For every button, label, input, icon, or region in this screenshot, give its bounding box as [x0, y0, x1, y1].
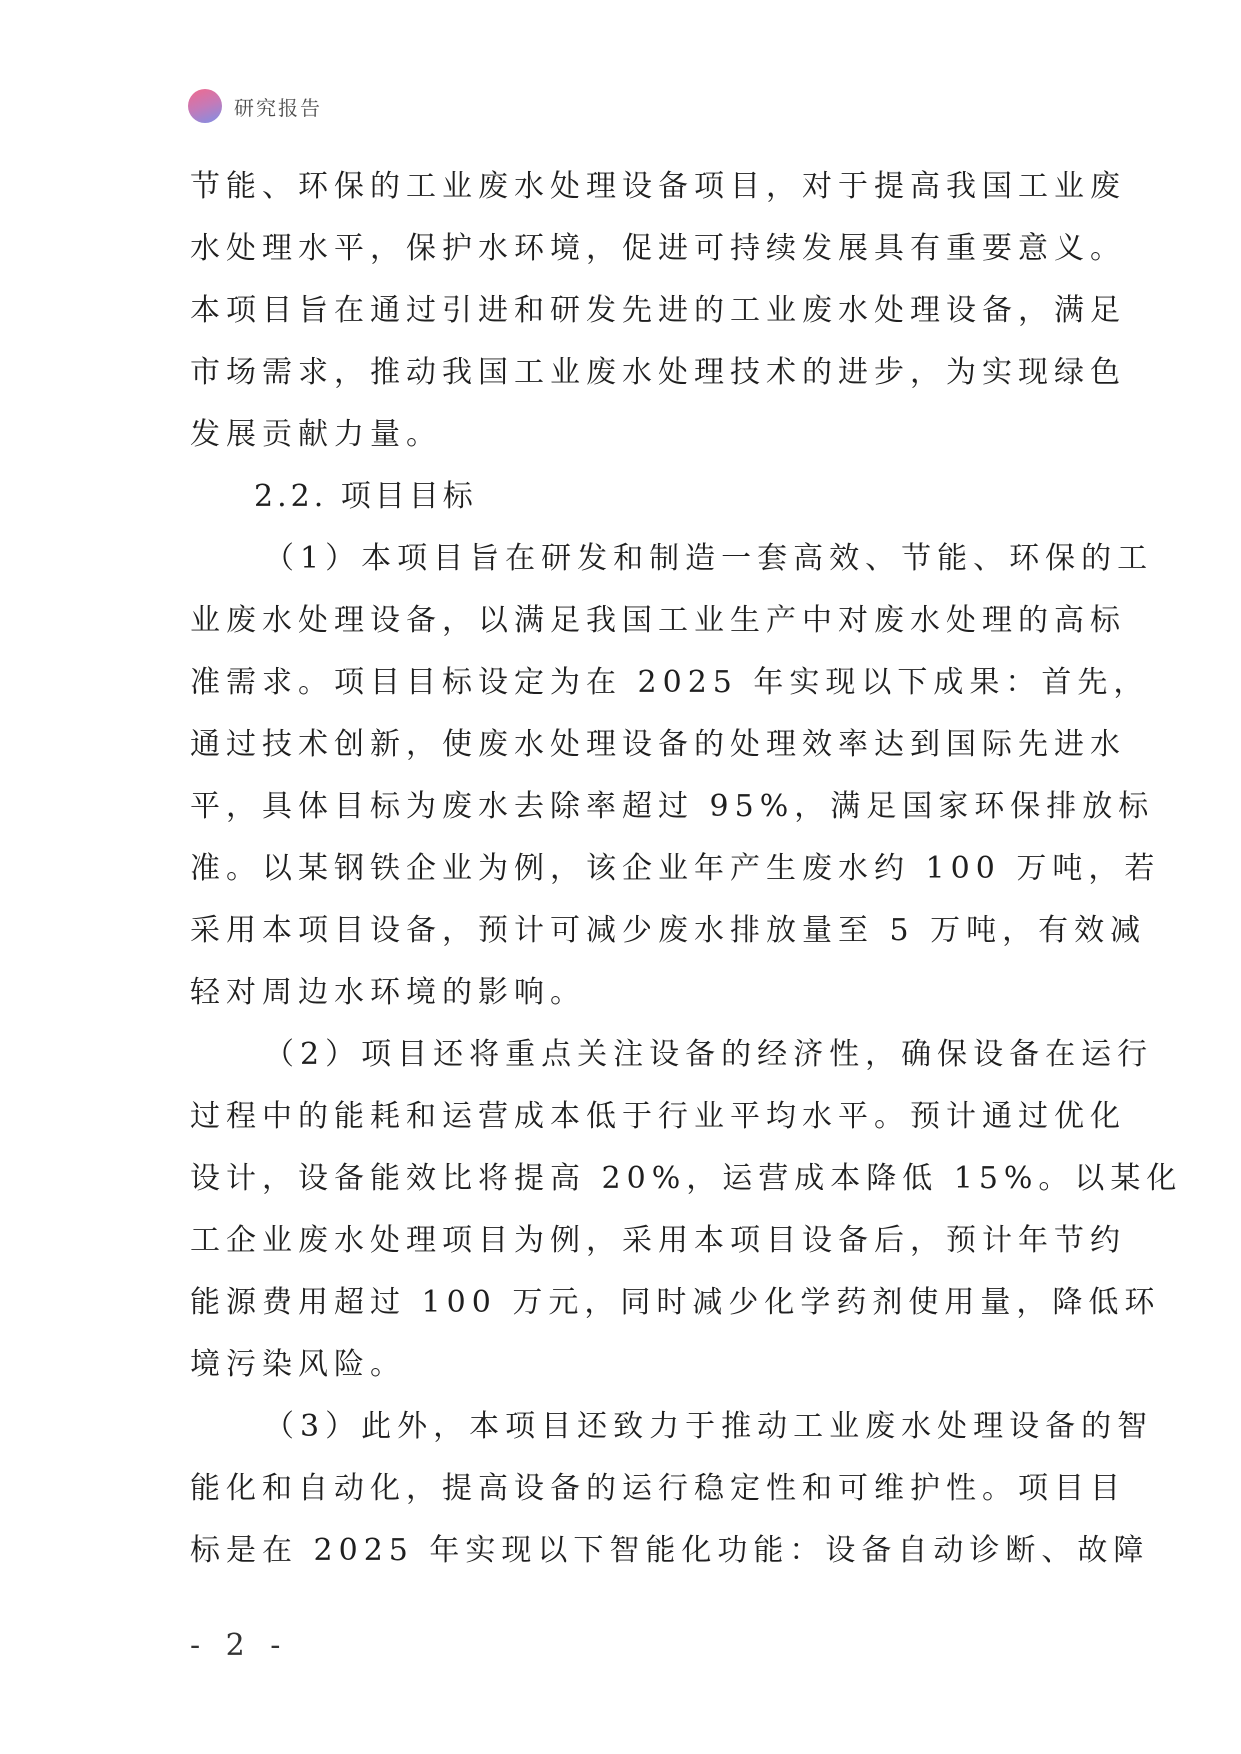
text-line: 境污染风险。: [190, 1347, 406, 1382]
section-heading: 2.2. 项目目标: [254, 479, 477, 514]
text-line: 水处理水平，保护水环境，促进可持续发展具有重要意义。: [190, 231, 1126, 266]
logo-circle-icon: [188, 89, 222, 123]
text-line: 标是在 2025 年实现以下智能化功能：设备自动诊断、故障: [190, 1533, 1150, 1568]
text-line: 设计，设备能效比将提高 20%，运营成本降低 15%。以某化: [190, 1161, 1183, 1196]
text-line: 能源费用超过 100 万元，同时减少化学药剂使用量，降低环: [190, 1285, 1161, 1320]
text-line: 平，具体目标为废水去除率超过 95%，满足国家环保排放标: [190, 789, 1155, 824]
text-line: 准。以某钢铁企业为例，该企业年产生废水约 100 万吨，若: [190, 851, 1161, 886]
text-line: 过程中的能耗和运营成本低于行业平均水平。预计通过优化: [190, 1099, 1126, 1134]
document-body: [190, 156, 1183, 1582]
page-header: [188, 88, 322, 124]
text-line: 采用本项目设备，预计可减少废水排放量至 5 万吨，有效减: [190, 913, 1147, 948]
text-line: 市场需求，推动我国工业废水处理技术的进步，为实现绿色: [190, 355, 1126, 390]
text-line: 工企业废水处理项目为例，采用本项目设备后，预计年节约: [190, 1223, 1126, 1258]
text-line: 业废水处理设备，以满足我国工业生产中对废水处理的高标: [190, 603, 1126, 638]
text-line: 能化和自动化，提高设备的运行稳定性和可维护性。项目目: [190, 1471, 1126, 1506]
text-line: 发展贡献力量。: [190, 417, 442, 452]
text-line: （1）本项目旨在研发和制造一套高效、节能、环保的工: [264, 541, 1154, 576]
header-title: 研究报告: [234, 95, 322, 120]
text-line: 本项目旨在通过引进和研发先进的工业废水处理设备，满足: [190, 293, 1126, 328]
text-line: （3）此外，本项目还致力于推动工业废水处理设备的智: [264, 1409, 1154, 1444]
text-line: 节能、环保的工业废水处理设备项目，对于提高我国工业废: [190, 169, 1126, 204]
text-line: （2）项目还将重点关注设备的经济性，确保设备在运行: [264, 1037, 1154, 1072]
text-line: 轻对周边水环境的影响。: [190, 975, 586, 1010]
text-line: 准需求。项目目标设定为在 2025 年实现以下成果：首先，: [190, 665, 1150, 700]
text-line: 通过技术创新，使废水处理设备的处理效率达到国际先进水: [190, 727, 1126, 762]
page-number: - 2 -: [190, 1628, 289, 1663]
